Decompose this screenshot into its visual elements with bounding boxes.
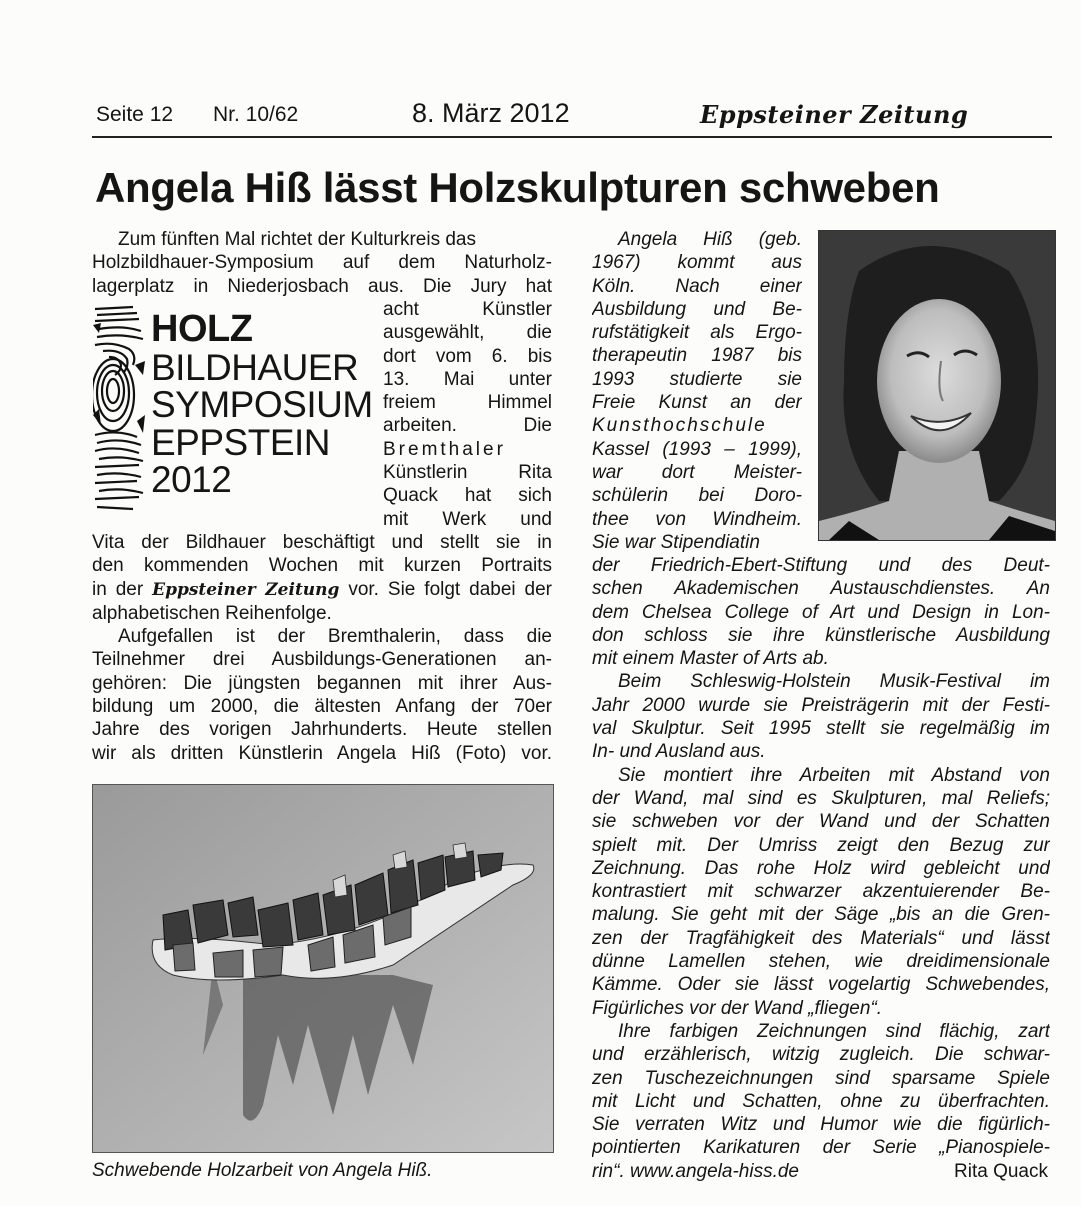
logo-text [151,308,373,501]
left-intro [92,228,552,298]
text-line: zen der Tragfähigkeit des Materials“ und lässt [592,927,1050,949]
text-line: kontrastiert mit schwarzer akzentuierender Be- [592,881,1050,903]
page-number: Seite 12 [96,103,174,126]
left-narrow-text [383,298,552,531]
right-narrow-text [592,228,802,554]
text-line: schülerin bei Doro- [592,485,802,507]
text-line: malung. Sie geht mit der Säge „bis an die Gren- [592,904,1050,926]
text-line [92,578,552,602]
text-line: acht Künstler [383,299,552,320]
text-line: den kommenden Wochen mit kurzen Portraits [92,555,552,577]
left-continued [92,531,552,765]
sculpture-image [93,785,553,1152]
logo-line: SYMPOSIUM [151,384,373,426]
text-fragment: in der [92,578,153,600]
text-line: Sie war Stipendiatin [592,531,760,553]
text-line: Aufgefallen ist der Bremthalerin, dass die [118,626,552,648]
text-line: Kunsthochschule [592,415,767,437]
text-line: Teilnehmer drei Ausbildungs-Generationen an- [92,649,552,671]
text-line: Freie Kunst an der [592,392,802,414]
text-line: bildung um 2000, die ältesten Anfang der 70er [92,696,552,718]
text-line: Sie montiert ihre Arbeiten mit Abstand von [618,764,1050,786]
newspaper-name-inline: Eppsteiner Zeitung [152,579,340,600]
text-line: alphabetischen Reihenfolge. [92,602,332,624]
text-line: mit Werk und [383,508,552,530]
text-line: der Friedrich-Ebert-Stiftung und des Deut- [592,555,1050,576]
text-line: ausgewählt, die [383,322,552,344]
text-line: der Wand, mal sind es Skulpturen, mal Reliefs; [592,787,1050,809]
header-rule [92,136,1052,138]
logo-line: HOLZ [151,308,253,350]
text-line: spielt mit. Der Umriss zeigt den Bezug zur [592,834,1050,856]
sculpture-caption: Schwebende Holzarbeit von Angela Hiß. [92,1160,433,1181]
text-line: gehören: Die jüngsten begannen mit ihrer Aus- [92,672,552,694]
article-headline: Angela Hiß lässt Holzskulpturen schweben [95,164,940,211]
text-line [592,1160,1050,1183]
text-line: arbeiten. Die [383,415,552,437]
text-line: wir als dritten Künstlerin Angela Hiß (Foto) vor. [92,742,552,764]
text-line: mit einem Master of Arts ab. [592,648,829,670]
text-line: Ausbildung und Be- [592,298,802,320]
text-fragment: vor. Sie folgt dabei der [339,578,552,600]
right-wide-text [592,554,1050,1183]
sculpture-photo [92,784,554,1153]
text-line: freiem Himmel [383,392,552,414]
text-line: Zeichnung. Das rohe Holz wird gebleicht und [592,857,1050,879]
text-line: lagerplatz in Niederjosbach aus. Die Jury hat [92,275,552,297]
text-line: thee von Windheim. [592,508,802,530]
text-line: 13. Mai unter [383,368,552,390]
text-line: Angela Hiß (geb. [618,229,802,250]
text-line: Quack hat sich [383,485,552,507]
symposium-logo [93,305,383,515]
article-last-line: rin“. www.angela-hiss.de [592,1160,799,1182]
portrait-image [819,231,1055,540]
text-line: pointierten Karikaturen der Serie „Pianospiele- [592,1137,1050,1159]
text-line: Jahre des vorigen Jahrhunderts. Heute stellen [92,719,552,741]
text-line: 1993 studierte sie [592,368,802,390]
text-line: mit Licht und Schatten, ohne zu überfrachten. [592,1090,1050,1112]
text-line: 1967) kommt aus [592,252,802,274]
text-line: Beim Schleswig-Holstein Musik-Festival im [618,671,1050,693]
text-line: dem Chelsea College of Art und Design in Lon- [592,601,1050,623]
wood-grain-icon [93,305,145,515]
logo-line: BILDHAUER [151,346,359,388]
text-line: Ihre farbigen Zeichnungen sind flächig, zart [618,1020,1050,1042]
text-line: Kämme. Oder sie lässt vogelartig Schwebendes, [592,974,1050,996]
text-line: Vita der Bildhauer beschäftigt und stellt sie in [92,532,552,553]
newspaper-name: Eppsteiner Zeitung [700,100,969,129]
text-line: don schloss sie ihre künstlerische Ausbildung [592,624,1050,646]
text-line: schen Akademischen Austauschdienstes. An [592,578,1050,600]
text-line: Sie verraten Witz und Humor wie die figürlich- [592,1114,1050,1136]
text-line: Kassel (1993 – 1999), [592,438,802,460]
logo-line: 2012 [151,459,232,501]
issue-number: Nr. 10/62 [213,103,299,126]
text-line: val Skulptur. Seit 1995 stellt sie regelmäßig im [592,718,1050,740]
text-line: Bremthaler [383,438,506,460]
text-line: zen Tuschezeichnungen sind sparsame Spiele [592,1067,1050,1089]
text-line: Köln. Nach einer [592,275,802,297]
text-line: Zum fünften Mal richtet der Kulturkreis das [118,229,476,250]
text-line: dünne Lamellen stehen, wie dreidimensionale [592,951,1050,973]
text-line: war dort Meister- [592,461,802,483]
text-line: dort vom 6. bis [383,345,552,367]
issue-date: 8. März 2012 [412,98,570,128]
text-line: In- und Ausland aus. [592,741,766,763]
text-line: Künstlerin Rita [383,462,552,484]
logo-line: EPPSTEIN [151,421,330,463]
text-line: sie schweben vor der Wand und der Schatten [592,811,1050,833]
portrait-photo [818,230,1056,541]
text-line: Jahr 2000 wurde sie Preisträgerin mit der Festi- [592,694,1050,716]
text-line: Figürliches vor der Wand „fliegen“. [592,997,883,1019]
text-line: und erzählerisch, witzig zugleich. Die schwar- [592,1044,1050,1066]
text-line: rufstätigkeit als Ergo- [592,322,802,344]
author-name: Rita Quack [954,1160,1048,1182]
text-line: therapeutin 1987 bis [592,345,802,367]
text-line: Holzbildhauer-Symposium auf dem Naturholz- [92,252,552,274]
